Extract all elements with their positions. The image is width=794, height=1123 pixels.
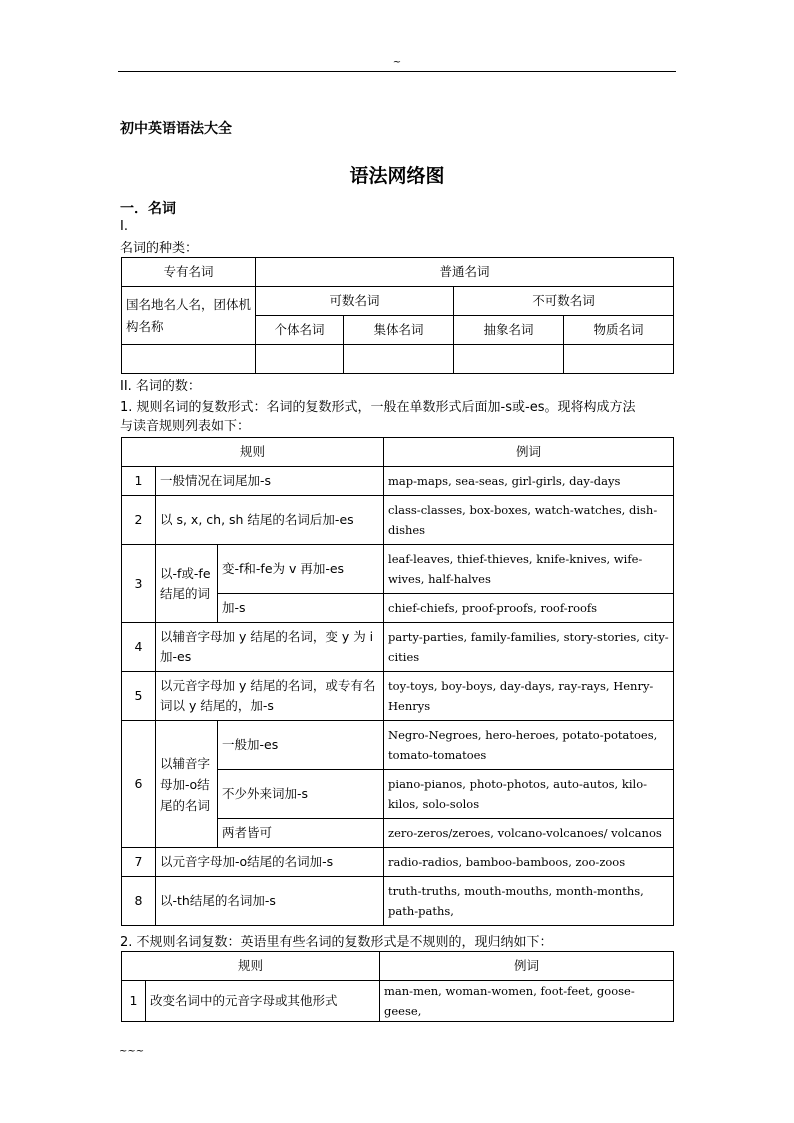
rule-text: 变-f和-fe为 v 再加-es (218, 545, 384, 594)
rule-text: 改变名词中的元音字母或其他形式 (146, 981, 380, 1022)
empty-cell (344, 345, 454, 374)
rule-text: 以元音字母加-o结尾的名词加-s (156, 848, 384, 877)
uncountable-noun-header: 不可数名词 (454, 287, 674, 316)
main-heading: 语法网络图 (349, 165, 445, 187)
rule-text: 两者皆可 (218, 819, 384, 848)
abstract-noun-header: 抽象名词 (454, 316, 564, 345)
footer-mark: ~~~ (119, 1046, 145, 1057)
roman-numeral-1: I. (120, 219, 128, 234)
rule-group: 以-f或-fe结尾的词 (156, 545, 218, 623)
row-number: 7 (122, 848, 156, 877)
rule-text: 不少外来词加-s (218, 770, 384, 819)
example-text: party-parties, family-families, story-stories, city-cities (384, 623, 674, 672)
rule-column-header: 规则 (122, 438, 384, 467)
row-number: 8 (122, 877, 156, 926)
rule-text: 以 s, x, ch, sh 结尾的名词后加-es (156, 496, 384, 545)
example-text: man-men, woman-women, foot-feet, goose-geese, (380, 981, 674, 1022)
example-text: toy-toys, boy-boys, day-days, ray-rays, Henry-Henrys (384, 672, 674, 721)
example-column-header: 例词 (384, 438, 674, 467)
individual-noun-header: 个体名词 (256, 316, 344, 345)
row-number: 4 (122, 623, 156, 672)
example-text: piano-pianos, photo-photos, auto-autos, kilo-kilos, solo-solos (384, 770, 674, 819)
kinds-label: 名词的种类： (120, 241, 199, 256)
example-text: zero-zeros/zeroes, volcano-volcanoes/ volcanos (384, 819, 674, 848)
empty-cell (256, 345, 344, 374)
example-text: chief-chiefs, proof-proofs, roof-roofs (384, 594, 674, 623)
irregular-plural-table (121, 951, 674, 1022)
example-text: map-maps, sea-seas, girl-girls, day-days (384, 467, 674, 496)
row-number: 1 (122, 467, 156, 496)
row-number: 3 (122, 545, 156, 623)
header-mark: ~ (392, 57, 402, 68)
empty-cell (564, 345, 674, 374)
rule-group: 以辅音字母加-o结尾的名词 (156, 721, 218, 848)
rule-text: 加-s (218, 594, 384, 623)
regular-plural-table (121, 437, 674, 926)
material-noun-header: 物质名词 (564, 316, 674, 345)
regular-plural-intro-cont: 与读音规则列表如下： (120, 419, 251, 434)
rule-text: 以元音字母加 y 结尾的名词，或专有名词以 y 结尾的，加-s (156, 672, 384, 721)
proper-noun-description: 国名地名人名，团体机构名称 (122, 287, 256, 345)
empty-cell (454, 345, 564, 374)
section-heading-nouns: 一．名词 (120, 201, 176, 217)
row-number: 6 (122, 721, 156, 848)
collective-noun-header: 集体名词 (344, 316, 454, 345)
example-text: Negro-Negroes, hero-heroes, potato-potatoes, tomato-tomatoes (384, 721, 674, 770)
document-title: 初中英语语法大全 (120, 121, 232, 137)
example-text: class-classes, box-boxes, watch-watches, dish-dishes (384, 496, 674, 545)
row-number: 2 (122, 496, 156, 545)
rule-text: 一般加-es (218, 721, 384, 770)
noun-kinds-table (121, 257, 674, 374)
irregular-plural-intro: 2. 不规则名词复数：英语里有些名词的复数形式是不规则的，现归纳如下： (120, 935, 553, 950)
rule-text: 以-th结尾的名词加-s (156, 877, 384, 926)
rule-text: 一般情况在词尾加-s (156, 467, 384, 496)
header-rule (118, 71, 676, 72)
example-text: truth-truths, mouth-mouths, month-months, path-paths, (384, 877, 674, 926)
row-number: 5 (122, 672, 156, 721)
roman-numeral-2: II. 名词的数： (120, 379, 201, 394)
row-number: 1 (122, 981, 146, 1022)
empty-cell (122, 345, 256, 374)
example-column-header: 例词 (380, 952, 674, 981)
rule-text: 以辅音字母加 y 结尾的名词，变 y 为 i 加-es (156, 623, 384, 672)
common-noun-header: 普通名词 (256, 258, 674, 287)
rule-column-header: 规则 (122, 952, 380, 981)
example-text: leaf-leaves, thief-thieves, knife-knives, wife-wives, half-halves (384, 545, 674, 594)
proper-noun-header: 专有名词 (122, 258, 256, 287)
example-text: radio-radios, bamboo-bamboos, zoo-zoos (384, 848, 674, 877)
countable-noun-header: 可数名词 (256, 287, 454, 316)
regular-plural-intro: 1. 规则名词的复数形式：名词的复数形式，一般在单数形式后面加-s或-es。现将构成方法 (120, 400, 636, 415)
